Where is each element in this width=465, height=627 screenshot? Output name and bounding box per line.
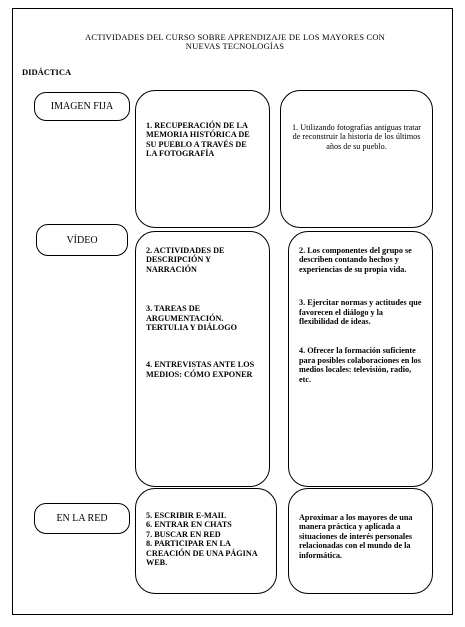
- objective-item: 3. Ejercitar normas y actitudes que favorecen el diálogo y la flexibilidad de ideas.: [299, 298, 422, 327]
- activity-item: 6. ENTRAR EN CHATS: [146, 520, 232, 530]
- label-box-en-la-red: [34, 503, 130, 534]
- activity-item: 7. BUSCAR EN RED: [146, 529, 221, 539]
- page-title: [60, 33, 410, 51]
- activity-card-video: [135, 231, 270, 487]
- activity-item: 1. RECUPERACIÓN DE LA MEMORIA HISTÓRICA DE SU PUEBLO A TRAVÉS DE LA FOTOGRAFÍA: [146, 121, 250, 159]
- section-heading: DIDÁCTICA: [22, 67, 72, 77]
- objective-item: 4. Ofrecer la formación suficiente para posibles colaboraciones en los medios locales: televisión, radio, etc.: [299, 346, 421, 384]
- objective-card-video: [288, 231, 433, 487]
- activity-item: 4. ENTREVISTAS ANTE LOS MEDIOS: CÓMO EXPONER: [146, 360, 255, 379]
- objective-card-imagen-fija: [280, 90, 433, 228]
- objective-card-en-la-red: [288, 488, 433, 594]
- activity-item: 8. PARTICIPAR EN LA CREACIÓN DE UNA PÁGINA WEB.: [146, 539, 258, 568]
- objective-item: Aproximar a los mayores de una manera práctica y aplicada a situaciones de interés personales relacionadas con el mundo de la informática.: [299, 513, 413, 560]
- label-box-video: [36, 224, 128, 256]
- label-text: EN LA RED: [56, 513, 108, 524]
- label-text: IMAGEN FIJA: [50, 101, 114, 112]
- label-text: VÍDEO: [66, 234, 98, 246]
- activity-item: 2. ACTIVIDADES DE DESCRIPCIÓN Y NARRACIÓN: [146, 246, 225, 274]
- activity-item: 5. ESCRIBIR E-MAIL: [146, 511, 227, 520]
- activity-card-imagen-fija: [135, 90, 270, 228]
- activity-item: 3. TAREAS DE ARGUMENTACIÓN. TERTULIA Y DIÁLOGO: [146, 304, 238, 333]
- label-box-imagen-fija: [34, 92, 130, 121]
- title-line: NUEVAS TECNOLOGÍAS: [185, 41, 285, 51]
- objective-item: 1. Utilizando fotografías antiguas tratar de reconstruir la historia de los últimos años de su pueblo.: [292, 123, 421, 151]
- objective-item: 2. Los componentes del grupo se describen contando hechos y experiencias de su propia vida.: [299, 246, 412, 274]
- title-line: ACTIVIDADES DEL CURSO SOBRE APRENDIZAJE DE LOS MAYORES CON: [85, 32, 385, 42]
- activity-card-en-la-red: [135, 488, 277, 594]
